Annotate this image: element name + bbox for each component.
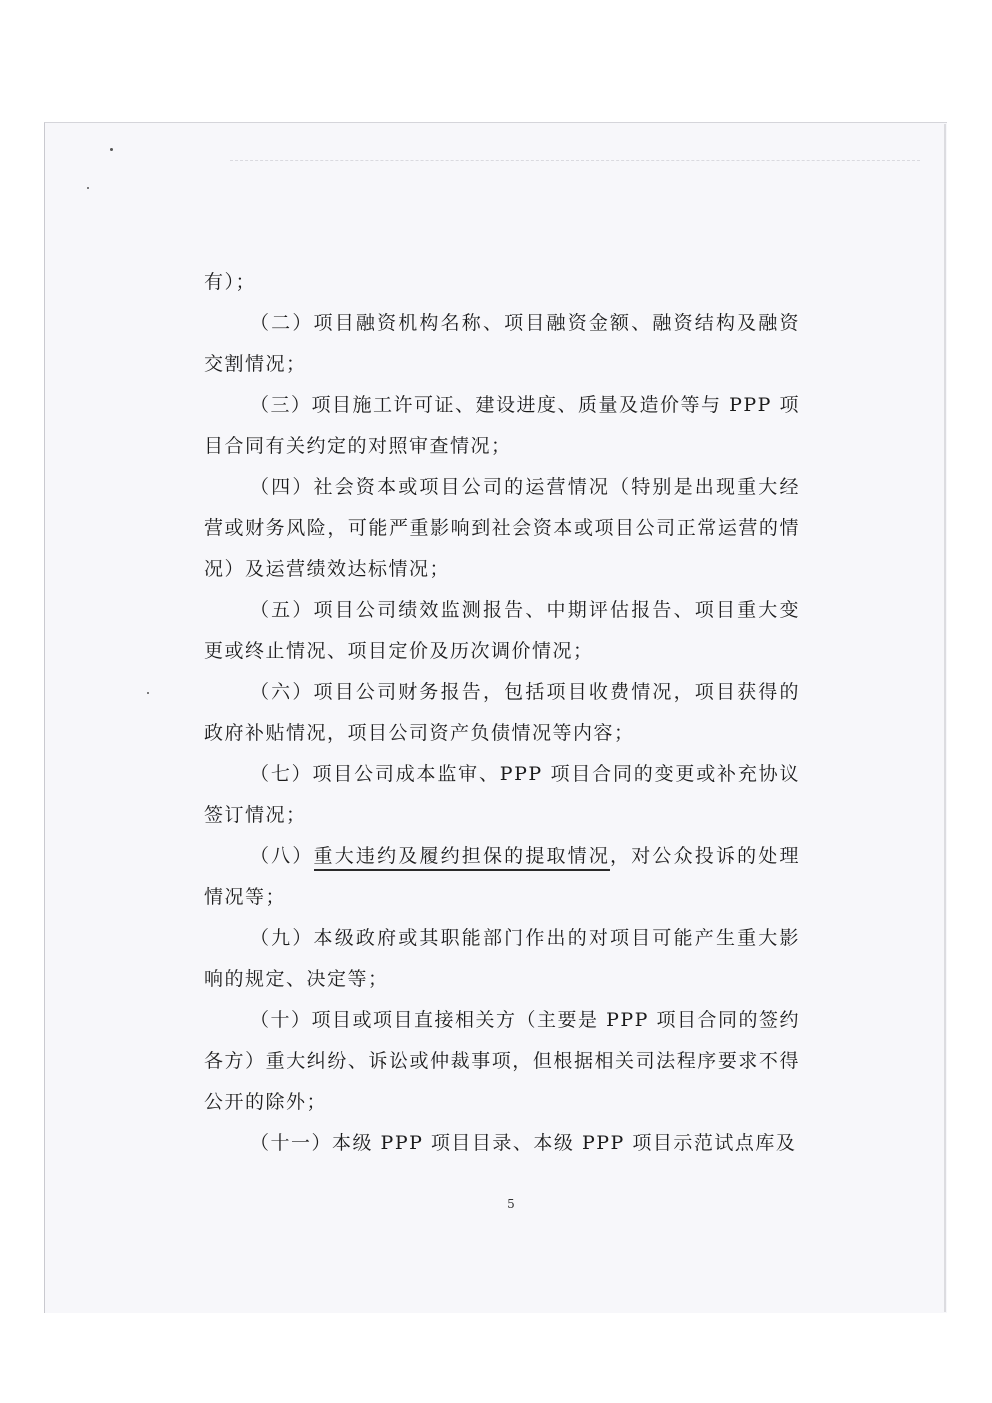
scan-speck: [87, 187, 89, 189]
paragraph: 有）；: [204, 271, 257, 293]
paragraph: （四）社会资本或项目公司的运营情况（特别是出现重大经营或财务风险，可能严重影响到社会资本或项目公司正常运营的情况）及运营绩效达标情况；: [204, 476, 800, 580]
paragraph-eight: [204, 836, 800, 918]
paragraph: （五）项目公司绩效监测报告、中期评估报告、项目重大变更或终止情况、项目定价及历次调价情况；: [204, 599, 800, 662]
paragraph: （十）项目或项目直接相关方（主要是 PPP 项目合同的签约各方）重大纠纷、诉讼或仲裁事项，但根据相关司法程序要求不得公开的除外；: [204, 1009, 800, 1113]
paragraph: （三）项目施工许可证、建设进度、质量及造价等与 PPP 项目合同有关约定的对照审查情况；: [204, 394, 800, 457]
paragraph: （十一）本级 PPP 项目目录、本级 PPP 项目示范试点库及: [250, 1132, 797, 1154]
underlined-phrase: 重大违约及履约担保的提取情况: [314, 845, 611, 871]
paragraph-suffix: ，对公众投诉的处理情况等；: [204, 845, 800, 908]
paragraph: （九）本级政府或其职能部门作出的对项目可能产生重大影响的规定、决定等；: [204, 927, 800, 990]
paragraph-prefix: （八）: [250, 845, 314, 867]
scan-artifact-line: [230, 160, 920, 161]
scan-speck: [147, 692, 149, 694]
scan-edge: [944, 124, 946, 1312]
page-number: 5: [507, 1197, 515, 1211]
paragraph: （二）项目融资机构名称、项目融资金额、融资结构及融资交割情况；: [204, 312, 800, 375]
paragraph: （六）项目公司财务报告，包括项目收费情况，项目获得的政府补贴情况，项目公司资产负债情况等内容；: [204, 681, 800, 744]
scan-speck: [110, 148, 113, 151]
document-body: [204, 262, 800, 1164]
paragraph: （七）项目公司成本监审、PPP 项目合同的变更或补充协议签订情况；: [204, 763, 800, 826]
